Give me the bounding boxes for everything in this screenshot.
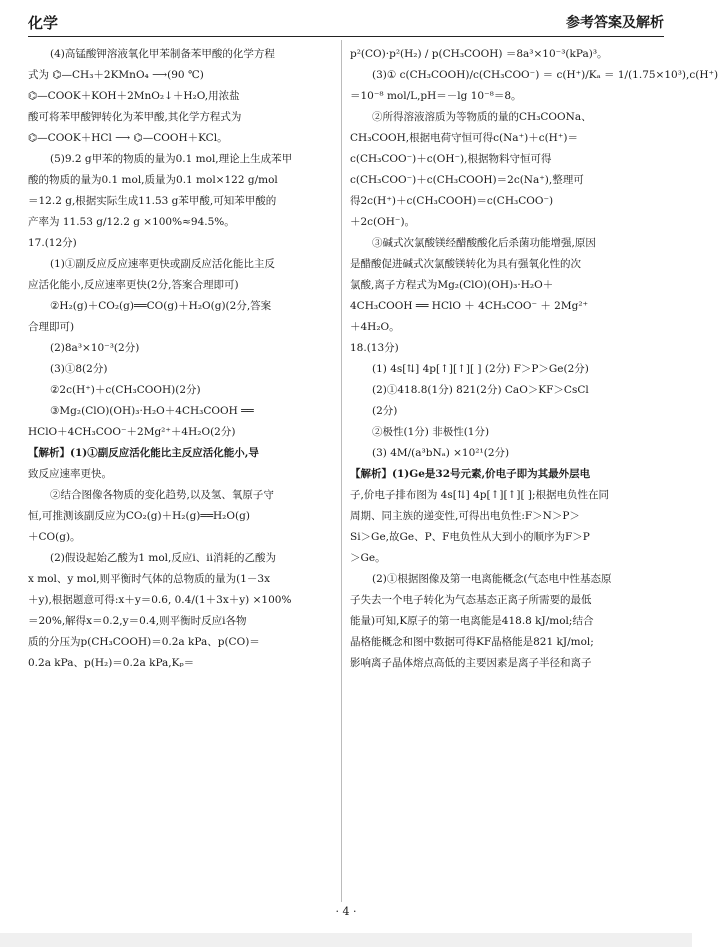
question-heading: 17.(12分): [28, 237, 77, 249]
right-column: [350, 44, 718, 674]
section-title: 参考答案及解析: [566, 15, 664, 31]
text-line: 影响离子晶体熔点高低的主要因素是离子半径和离子: [350, 657, 592, 669]
text-line: (2)①根据图像及第一电离能概念(气态电中性基态原: [372, 573, 612, 585]
text-line: (5)9.2 g甲苯的物质的量为0.1 mol,理论上生成苯甲: [50, 153, 293, 165]
text-line: (2分): [372, 405, 398, 417]
text-line: ⌬—COOK＋HCl ⟶ ⌬—COOH＋KCl。: [28, 132, 228, 144]
text-line: 质的分压为p(CH₃COOH)＝0.2a kPa、p(CO)＝: [28, 636, 260, 648]
text-line: 合理即可): [28, 321, 75, 333]
text-line: (3)① c(CH₃COOH)/c(CH₃COO⁻) ＝ c(H⁺)/Kₐ ＝ 1/(1.75×10³),c(H⁺): [372, 69, 718, 81]
text-line: 氯酸,离子方程式为Mg₂(ClO)(OH)₃·H₂O＋: [350, 279, 554, 291]
text-line: ⌬—COOK＋KOH＋2MnO₂↓＋H₂O,用浓盐: [28, 90, 240, 102]
text-line: (3) 4M/(a³bNₐ) ×10²¹(2分): [372, 447, 510, 459]
text-line: 致反应速率更快。: [28, 468, 112, 480]
text-line: ②结合图像各物质的变化趋势,以及氢、氧原子守: [50, 489, 274, 501]
text-line: ＝12.2 g,根据实际生成11.53 g苯甲酸,可知苯甲酸的: [28, 195, 277, 207]
page-header: [28, 8, 664, 37]
text-line: 4CH₃COOH ══ HClO ＋ 4CH₃COO⁻ ＋ 2Mg²⁺: [350, 300, 589, 312]
text-line: 酸可将苯甲酸钾转化为苯甲酸,其化学方程式为: [28, 111, 242, 123]
text-line: c(CH₃COO⁻)＋c(OH⁻),根据物料守恒可得: [350, 153, 552, 165]
text-line: ＝20%,解得x＝0.2,y＝0.4,则平衡时反应ⅰ各物: [28, 615, 247, 627]
text-line: CH₃COOH,根据电荷守恒可得c(Na⁺)＋c(H⁺)＝: [350, 132, 578, 144]
text-line: ②极性(1分) 非极性(1分): [372, 426, 490, 438]
text-line: 0.2a kPa、p(H₂)＝0.2a kPa,Kₚ＝: [28, 657, 195, 669]
text-line: 得2c(H⁺)＋c(CH₃COOH)＝c(CH₃COO⁻): [350, 195, 554, 207]
text-line: ③碱式次氯酸镁经醋酸酸化后杀菌功能增强,原因: [372, 237, 596, 249]
text-line: (4)高锰酸钾溶液氧化甲苯制备苯甲酸的化学方程: [50, 48, 275, 60]
text-line: Si＞Ge,故Ge、P、F电负性从大到小的顺序为F＞P: [350, 531, 590, 543]
page-number: · 4 ·: [335, 905, 357, 918]
text-line: 酸的物质的量为0.1 mol,质量为0.1 mol×122 g/mol: [28, 174, 278, 186]
text-line: ＋CO(g)。: [28, 531, 81, 543]
text-line: 晶格能概念和图中数据可得KF晶格能是821 kJ/mol;: [350, 636, 594, 648]
subject-title: 化学: [28, 14, 59, 32]
text-line: ③Mg₂(ClO)(OH)₃·H₂O＋4CH₃COOH ══: [50, 405, 254, 417]
text-line: (1) 4s[⇅] 4p[↑][↑][ ] (2分) F＞P＞Ge(2分): [372, 363, 589, 375]
text-line: x mol、y mol,则平衡时气体的总物质的量为(1－3x: [28, 573, 271, 585]
text-line: HClO＋4CH₃COO⁻＋2Mg²⁺＋4H₂O(2分): [28, 426, 236, 438]
text-line: ②H₂(g)＋CO₂(g)══CO(g)＋H₂O(g)(2分,答案: [50, 300, 272, 312]
text-line: c(CH₃COO⁻)＋c(CH₃COOH)＝2c(Na⁺),整理可: [350, 174, 584, 186]
text-line: ＋y),根据题意可得:x＋y＝0.6, 0.4/(1＋3x＋y) ×100%: [28, 594, 292, 606]
text-line: (1)①副反应反应速率更快或副反应活化能比主反: [50, 258, 275, 270]
text-line: (2)①418.8(1分) 821(2分) CaO＞KF＞CsCl: [372, 384, 589, 396]
text-line: 能量)可知,K原子的第一电离能是418.8 kJ/mol;结合: [350, 615, 594, 627]
question-heading: 18.(13分): [350, 342, 399, 354]
text-line: 子,价电子排布图为 4s[⇅] 4p[↑][↑][ ];根据电负性在同: [350, 489, 610, 501]
left-column: [28, 44, 333, 674]
text-line: ②2c(H⁺)＋c(CH₃COOH)(2分): [50, 384, 201, 396]
text-line: 是醋酸促进碱式次氯酸镁转化为具有强氧化性的次: [350, 258, 581, 270]
text-line: ＞Ge。: [350, 552, 386, 564]
text-line: 应活化能小,反应速率更快(2分,答案合理即可): [28, 279, 239, 291]
analysis-heading: 【解析】(1)①副反应活化能比主反应活化能小,导: [28, 447, 259, 459]
text-line: (2)假设起始乙酸为1 mol,反应ⅰ、ⅱ消耗的乙酸为: [50, 552, 276, 564]
text-line: p²(CO)·p²(H₂) / p(CH₃COOH) ＝8a³×10⁻³(kPa)³。: [350, 48, 608, 60]
text-line: (3)①8(2分): [50, 363, 108, 375]
text-line: ＝10⁻⁸ mol/L,pH＝－lg 10⁻⁸＝8。: [350, 90, 522, 102]
text-line: ＋4H₂O。: [350, 321, 400, 333]
text-line: 子失去一个电子转化为气态基态正离子所需要的最低: [350, 594, 592, 606]
text-line: 产率为 11.53 g/12.2 g ×100%≈94.5%。: [28, 216, 235, 228]
text-line: 恒,可推测该副反应为CO₂(g)＋H₂(g)══H₂O(g): [28, 510, 250, 522]
column-divider: [341, 40, 342, 902]
text-line: ②所得溶液溶质为等物质的量的CH₃COONa、: [372, 111, 592, 123]
text-line: 式为 ⌬—CH₃＋2KMnO₄ ⟶(90 ℃): [28, 69, 204, 81]
bottom-bar: [0, 933, 692, 947]
text-line: ＋2c(OH⁻)。: [350, 216, 416, 228]
text-line: (2)8a³×10⁻³(2分): [50, 342, 140, 354]
text-line: 周期、同主族的递变性,可得出电负性:F＞N＞P＞: [350, 510, 580, 522]
analysis-heading: 【解析】(1)Ge是32号元素,价电子即为其最外层电: [350, 468, 591, 480]
